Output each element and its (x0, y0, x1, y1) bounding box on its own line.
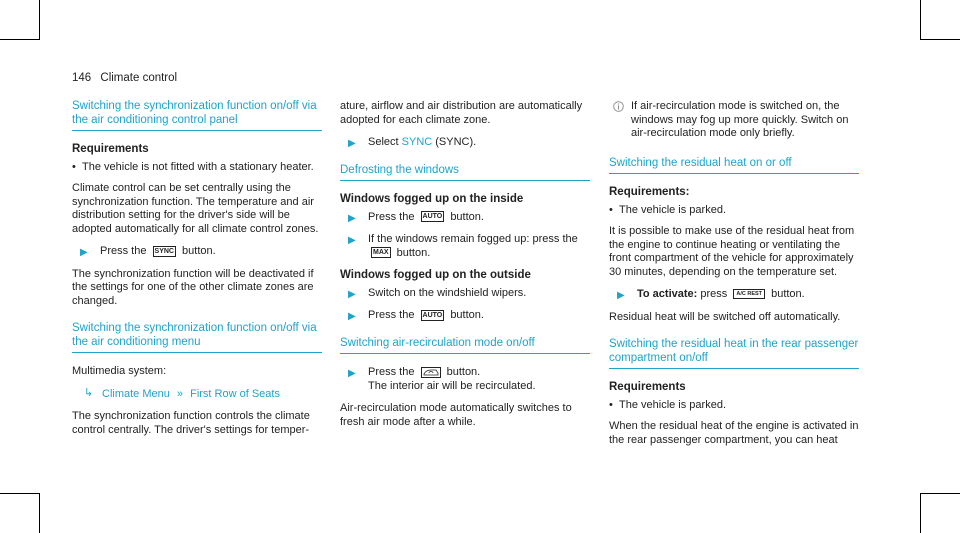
page-header (72, 72, 177, 84)
step: ▶ Switch on the windshield wipers. (348, 286, 527, 300)
step: ▶ If the windows remain fogged up: press the MAX button. (348, 233, 578, 259)
section-title: Switching the residual heat on or off (609, 157, 859, 175)
step: ▶ Press the button. The interior air will be recirculated. (340, 366, 590, 393)
step-arrow-icon: ▶ (348, 311, 356, 322)
requirements-heading: Requirements (609, 381, 686, 393)
step-arrow-icon: ▶ (348, 212, 356, 224)
paragraph: Climate control can be set centrally using the synchronization function. The temperature and air distribution setting for the driver's side will be adopted automatically for all climate control zones. (72, 182, 319, 235)
menu-item-climate: Climate Menu (102, 387, 170, 400)
paragraph: Air-recirculation mode automatically switches to fresh air mode after a while. (340, 402, 572, 428)
section-title: Switching the synchronization function on/off via the air conditioning control panel (72, 100, 322, 131)
menu-path (72, 388, 322, 402)
crop-mark (920, 493, 960, 494)
requirement-item: • The vehicle is parked. (609, 399, 859, 413)
paragraph: It is possible to make use of the residual heat from the engine to continue heating or ventilating the front compartment of the vehicle for approximately 30 minutes, depending on the temperature set. (609, 225, 855, 278)
crop-mark (0, 493, 40, 494)
recirculation-button-icon (421, 367, 441, 378)
paragraph: The synchronization function will be deactivated if the settings for one of the other climate zones are changed. (72, 267, 314, 307)
sync-button-icon: SYNC (154, 247, 174, 255)
step-arrow-icon: ▶ (348, 138, 356, 149)
step-arrow-icon: ▶ (348, 288, 356, 300)
paragraph: Multimedia system: (72, 365, 167, 377)
step-arrow-icon: ▶ (617, 290, 625, 301)
crop-mark (0, 39, 40, 40)
step: ▶ Press the SYNC button. (80, 245, 216, 258)
crop-mark (920, 39, 960, 40)
paragraph: When the residual heat of the engine is activated in the rear passenger compartment, you can heat (609, 420, 859, 446)
requirements-heading: Requirements (72, 143, 149, 155)
step-result: The interior air will be recirculated. (368, 379, 536, 392)
menu-hook-icon: ↳ (84, 386, 94, 399)
info-note: If air-recirculation mode is switched on, the windows may fog up more quickly. Switch on air-recirculation mode only briefly. (609, 100, 859, 141)
crop-mark (39, 0, 40, 40)
column-1 (72, 100, 322, 446)
paragraph: ature, airflow and air distribution are automatically adopted for each climate zone. (340, 100, 583, 126)
ac-rest-button-icon: A/C REST (733, 289, 765, 299)
step: ▶ Press the AUTO button. (348, 210, 484, 224)
sync-menu-item: SYNC (401, 136, 433, 148)
step-arrow-icon: ▶ (348, 235, 356, 246)
section-title: Defrosting the windows (340, 164, 590, 182)
max-defrost-button-icon: MAX (373, 249, 389, 257)
crop-mark (39, 493, 40, 533)
step: ▶ To activate: press A/C REST button. (617, 288, 805, 301)
section-name: Climate control (100, 72, 178, 84)
sub-heading: Windows fogged up on the inside (340, 193, 524, 205)
requirement-item: • The vehicle is parked. (609, 204, 859, 218)
requirements-heading: Requirements: (609, 186, 690, 198)
column-2 (340, 100, 590, 438)
column-3 (609, 100, 859, 456)
step: ▶ Select SYNC (SYNC). (348, 136, 477, 149)
info-icon (613, 101, 624, 112)
auto-button-icon: AUTO (422, 213, 443, 221)
section-title: Switching air-recirculation mode on/off (340, 337, 590, 355)
step-arrow-icon: ▶ (80, 247, 88, 258)
paragraph: Residual heat will be switched off automatically. (609, 310, 841, 323)
requirement-item: • The vehicle is not fitted with a stationary heater. (72, 161, 322, 175)
step: ▶ Press the AUTO button. (348, 309, 484, 322)
crop-mark (920, 0, 921, 40)
menu-item-first-row: First Row of Seats (190, 387, 280, 400)
crop-mark (920, 493, 921, 533)
sub-heading: Windows fogged up on the outside (340, 269, 531, 281)
paragraph: The synchronization function controls the climate control centrally. The driver's settings for temper- (72, 410, 310, 436)
step-arrow-icon: ▶ (348, 368, 356, 379)
menu-separator-icon: » (176, 387, 184, 400)
page-number: 146 (72, 72, 92, 84)
auto-button-icon: AUTO (422, 311, 443, 319)
section-title: Switching the residual heat in the rear passenger compartment on/off (609, 338, 859, 369)
section-title: Switching the synchronization function on/off via the air conditioning menu (72, 322, 322, 353)
